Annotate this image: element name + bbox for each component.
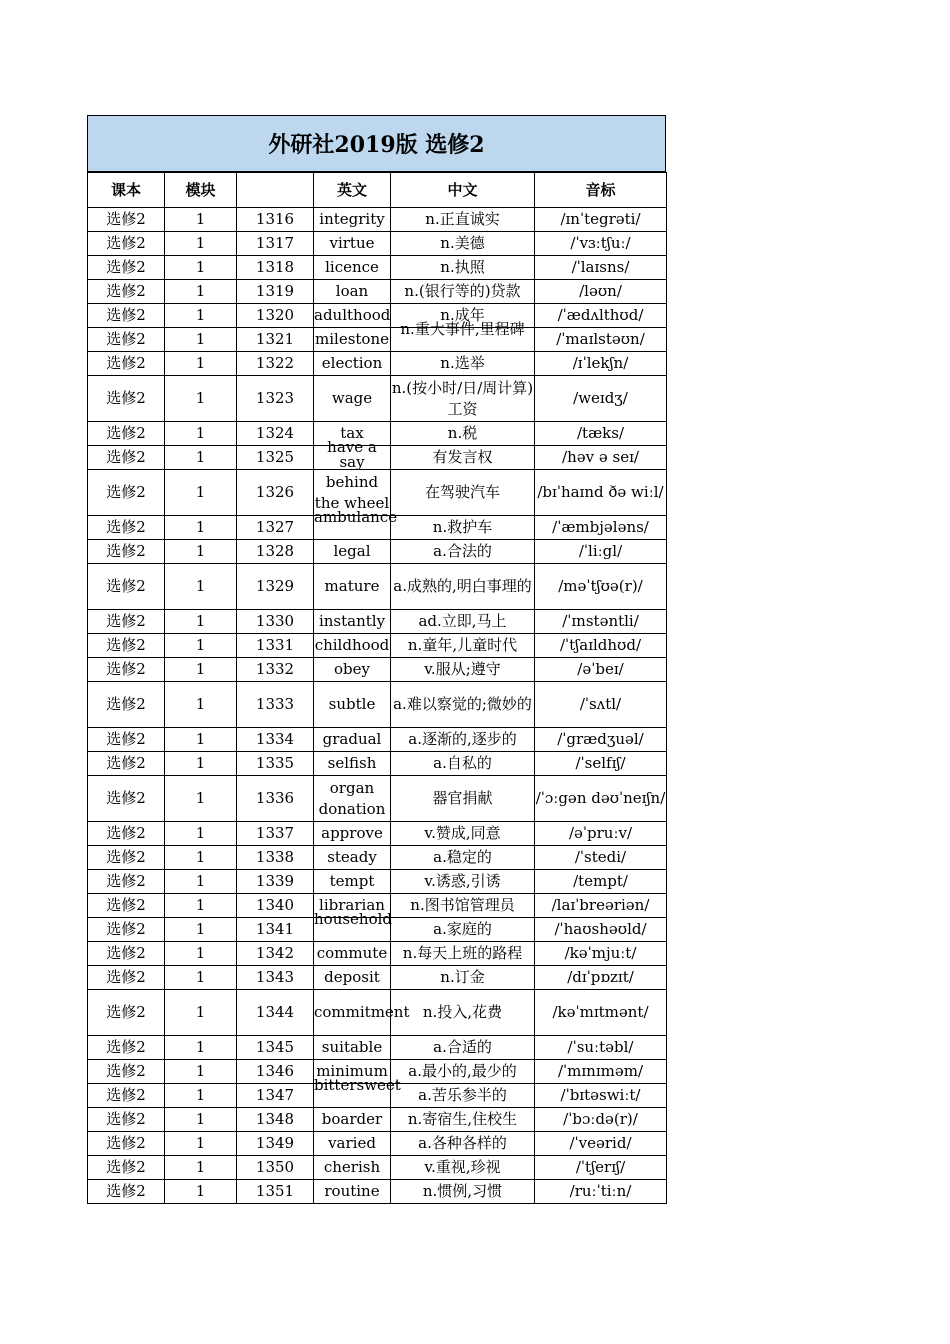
table-row (88, 304, 667, 328)
cell-english: approve (314, 822, 391, 846)
cell-phonetic: /ˈmaɪlstəʊn/ (535, 328, 667, 352)
cell-chinese: n.寄宿生,住校生 (391, 1108, 535, 1132)
cell-number: 1341 (237, 918, 314, 942)
cell-number: 1327 (237, 516, 314, 540)
cell-phonetic: /ˈbɪtəswiːt/ (535, 1084, 667, 1108)
cell-book: 选修2 (88, 658, 165, 682)
cell-number: 1347 (237, 1084, 314, 1108)
cell-chinese: a.逐渐的,逐步的 (391, 728, 535, 752)
cell-english: gradual (314, 728, 391, 752)
header-row (88, 173, 667, 208)
cell-module: 1 (165, 564, 237, 610)
cell-book: 选修2 (88, 280, 165, 304)
cell-module: 1 (165, 352, 237, 376)
cell-english: election (314, 352, 391, 376)
cell-module: 1 (165, 846, 237, 870)
cell-book: 选修2 (88, 966, 165, 990)
cell-module: 1 (165, 658, 237, 682)
cell-number: 1350 (237, 1156, 314, 1180)
cell-chinese: ad.立即,马上 (391, 610, 535, 634)
cell-module: 1 (165, 1060, 237, 1084)
cell-chinese: a.稳定的 (391, 846, 535, 870)
cell-book: 选修2 (88, 846, 165, 870)
cell-module: 1 (165, 232, 237, 256)
cell-chinese: n.童年,儿童时代 (391, 634, 535, 658)
cell-phonetic: /ˈmɪnɪməm/ (535, 1060, 667, 1084)
cell-chinese: a.合适的 (391, 1036, 535, 1060)
header-module: 模块 (165, 173, 237, 208)
cell-book: 选修2 (88, 1180, 165, 1204)
table-row (88, 232, 667, 256)
cell-book: 选修2 (88, 328, 165, 352)
cell-book: 选修2 (88, 564, 165, 610)
table-row (88, 376, 667, 422)
cell-chinese: a.苦乐参半的 (391, 1084, 535, 1108)
cell-chinese: a.最小的,最少的 (391, 1060, 535, 1084)
cell-module: 1 (165, 752, 237, 776)
cell-module: 1 (165, 918, 237, 942)
table-row (88, 822, 667, 846)
cell-book: 选修2 (88, 540, 165, 564)
cell-phonetic: /laɪˈbreəriən/ (535, 894, 667, 918)
cell-chinese: n.订金 (391, 966, 535, 990)
cell-english: routine (314, 1180, 391, 1204)
cell-module: 1 (165, 822, 237, 846)
cell-module: 1 (165, 376, 237, 422)
cell-phonetic: /tæks/ (535, 422, 667, 446)
table-row (88, 1084, 667, 1108)
cell-chinese: v.重视,珍视 (391, 1156, 535, 1180)
cell-book: 选修2 (88, 942, 165, 966)
cell-book: 选修2 (88, 728, 165, 752)
table-row (88, 352, 667, 376)
cell-english: commute (314, 942, 391, 966)
cell-number: 1338 (237, 846, 314, 870)
cell-chinese: v.服从;遵守 (391, 658, 535, 682)
cell-english: obey (314, 658, 391, 682)
cell-english: tax (314, 422, 391, 446)
cell-module: 1 (165, 256, 237, 280)
table-row (88, 658, 667, 682)
cell-module: 1 (165, 422, 237, 446)
cell-english: integrity (314, 208, 391, 232)
cell-chinese: n.(按小时/日/周计算)工资 (391, 376, 535, 422)
table-row (88, 540, 667, 564)
cell-chinese: n.惯例,习惯 (391, 1180, 535, 1204)
cell-phonetic: /ˈtʃerɪʃ/ (535, 1156, 667, 1180)
cell-phonetic: /ləʊn/ (535, 280, 667, 304)
cell-phonetic: /ˈgrædʒuəl/ (535, 728, 667, 752)
table-row (88, 516, 667, 540)
cell-chinese: n.投入,花费 (391, 990, 535, 1036)
vocabulary-sheet (87, 115, 666, 1204)
cell-english: steady (314, 846, 391, 870)
cell-english: cherish (314, 1156, 391, 1180)
cell-number: 1340 (237, 894, 314, 918)
cell-module: 1 (165, 1108, 237, 1132)
cell-book: 选修2 (88, 256, 165, 280)
cell-chinese: n.美德 (391, 232, 535, 256)
cell-phonetic: /ɪnˈtegrəti/ (535, 208, 667, 232)
cell-module: 1 (165, 446, 237, 470)
cell-chinese: a.家庭的 (391, 918, 535, 942)
cell-chinese: 器官捐献 (391, 776, 535, 822)
header-book: 课本 (88, 173, 165, 208)
cell-number: 1334 (237, 728, 314, 752)
cell-chinese: a.各种各样的 (391, 1132, 535, 1156)
cell-phonetic: /məˈtʃʊə(r)/ (535, 564, 667, 610)
cell-module: 1 (165, 304, 237, 328)
cell-phonetic: /ˈstedi/ (535, 846, 667, 870)
cell-number: 1333 (237, 682, 314, 728)
cell-english: legal (314, 540, 391, 564)
table-row (88, 942, 667, 966)
cell-module: 1 (165, 776, 237, 822)
cell-phonetic: /kəˈmjuːt/ (535, 942, 667, 966)
cell-book: 选修2 (88, 352, 165, 376)
header-english: 英文 (314, 173, 391, 208)
cell-module: 1 (165, 540, 237, 564)
cell-english: selfish (314, 752, 391, 776)
cell-book: 选修2 (88, 376, 165, 422)
cell-english: wage (314, 376, 391, 422)
cell-number: 1351 (237, 1180, 314, 1204)
cell-number: 1343 (237, 966, 314, 990)
cell-module: 1 (165, 328, 237, 352)
cell-english (314, 438, 391, 471)
cell-phonetic: /ruːˈtiːn/ (535, 1180, 667, 1204)
cell-english: loan (314, 280, 391, 304)
cell-module: 1 (165, 1084, 237, 1108)
table-row (88, 1132, 667, 1156)
cell-book: 选修2 (88, 822, 165, 846)
cell-chinese: n.税 (391, 422, 535, 446)
cell-book: 选修2 (88, 208, 165, 232)
cell-phonetic: /dɪˈpɒzɪt/ (535, 966, 667, 990)
cell-module: 1 (165, 516, 237, 540)
cell-number: 1324 (237, 422, 314, 446)
cell-chinese: a.合法的 (391, 540, 535, 564)
cell-english: commitment (314, 990, 391, 1036)
cell-chinese-text: n.重大事件,里程碑 (400, 320, 525, 338)
table-row (88, 752, 667, 776)
cell-english: organ donation (314, 776, 391, 822)
cell-number: 1329 (237, 564, 314, 610)
cell-book: 选修2 (88, 232, 165, 256)
cell-book: 选修2 (88, 990, 165, 1036)
cell-english (314, 910, 393, 942)
cell-book: 选修2 (88, 776, 165, 822)
cell-book: 选修2 (88, 1108, 165, 1132)
cell-chinese: n.正直诚实 (391, 208, 535, 232)
cell-chinese: a.成熟的,明白事理的 (391, 564, 535, 610)
cell-english (314, 508, 398, 540)
cell-module: 1 (165, 470, 237, 516)
table-row (88, 256, 667, 280)
cell-chinese: 在驾驶汽车 (391, 470, 535, 516)
cell-english-text: have a say (327, 438, 377, 471)
cell-book: 选修2 (88, 682, 165, 728)
cell-english: mature (314, 564, 391, 610)
cell-english: minimum (314, 1060, 391, 1084)
table-row (88, 966, 667, 990)
cell-chinese: n.每天上班的路程 (391, 942, 535, 966)
cell-module: 1 (165, 634, 237, 658)
cell-chinese: 有发言权 (391, 446, 535, 470)
cell-english-text: bittersweet (314, 1076, 401, 1094)
cell-number: 1323 (237, 376, 314, 422)
cell-english-text: household (314, 910, 393, 928)
cell-book: 选修2 (88, 610, 165, 634)
cell-phonetic: /ˈɔːgən dəʊˈneɪʃn/ (535, 776, 667, 822)
cell-english: boarder (314, 1108, 391, 1132)
cell-number: 1349 (237, 1132, 314, 1156)
cell-module: 1 (165, 1036, 237, 1060)
cell-number: 1326 (237, 470, 314, 516)
cell-english-text: ambulance (314, 508, 398, 526)
cell-phonetic: /tempt/ (535, 870, 667, 894)
cell-number: 1344 (237, 990, 314, 1036)
cell-chinese: n.选举 (391, 352, 535, 376)
table-row (88, 918, 667, 942)
cell-book: 选修2 (88, 304, 165, 328)
table-row (88, 846, 667, 870)
cell-book: 选修2 (88, 422, 165, 446)
cell-phonetic: /həv ə seɪ/ (535, 446, 667, 470)
cell-english: licence (314, 256, 391, 280)
cell-number: 1332 (237, 658, 314, 682)
cell-english: varied (314, 1132, 391, 1156)
cell-chinese: n.(银行等的)贷款 (391, 280, 535, 304)
cell-number: 1342 (237, 942, 314, 966)
table-row (88, 870, 667, 894)
cell-english: deposit (314, 966, 391, 990)
cell-module: 1 (165, 894, 237, 918)
cell-book: 选修2 (88, 634, 165, 658)
table-row (88, 634, 667, 658)
header-phonetic: 音标 (535, 173, 667, 208)
table-row (88, 776, 667, 822)
cell-number: 1335 (237, 752, 314, 776)
cell-english: librarian (314, 894, 391, 918)
cell-chinese: n.成年 (391, 304, 535, 328)
cell-book: 选修2 (88, 752, 165, 776)
header-number (237, 173, 314, 208)
cell-phonetic: /ˈæmbjələns/ (535, 516, 667, 540)
cell-english: tempt (314, 870, 391, 894)
cell-module: 1 (165, 728, 237, 752)
cell-chinese (391, 320, 535, 352)
cell-phonetic: /kəˈmɪtmənt/ (535, 990, 667, 1036)
cell-module: 1 (165, 990, 237, 1036)
table-row (88, 990, 667, 1036)
cell-number: 1336 (237, 776, 314, 822)
table-row (88, 1036, 667, 1060)
cell-chinese: a.自私的 (391, 752, 535, 776)
cell-module: 1 (165, 1156, 237, 1180)
cell-phonetic: /ˈædʌlthʊd/ (535, 304, 667, 328)
table-row (88, 208, 667, 232)
cell-phonetic: /əˈbeɪ/ (535, 658, 667, 682)
cell-module: 1 (165, 208, 237, 232)
cell-book: 选修2 (88, 446, 165, 470)
cell-number: 1318 (237, 256, 314, 280)
cell-book: 选修2 (88, 918, 165, 942)
cell-number: 1328 (237, 540, 314, 564)
cell-english: instantly (314, 610, 391, 634)
cell-phonetic: /ˈsuːtəbl/ (535, 1036, 667, 1060)
cell-module: 1 (165, 870, 237, 894)
cell-book: 选修2 (88, 1060, 165, 1084)
cell-number: 1325 (237, 446, 314, 470)
cell-number: 1337 (237, 822, 314, 846)
cell-number: 1320 (237, 304, 314, 328)
sheet-title: 外研社2019版 选修2 (87, 115, 666, 172)
cell-english: milestone (314, 328, 391, 352)
cell-phonetic: /ˈlaɪsns/ (535, 256, 667, 280)
cell-book: 选修2 (88, 894, 165, 918)
cell-number: 1330 (237, 610, 314, 634)
cell-chinese: v.诱惑,引诱 (391, 870, 535, 894)
cell-book: 选修2 (88, 516, 165, 540)
cell-phonetic: /ˈveərid/ (535, 1132, 667, 1156)
cell-phonetic: /əˈpruːv/ (535, 822, 667, 846)
cell-phonetic: /ˈtʃaɪldhʊd/ (535, 634, 667, 658)
cell-phonetic: /ˈselfɪʃ/ (535, 752, 667, 776)
cell-chinese: n.图书馆管理员 (391, 894, 535, 918)
table-row (88, 1156, 667, 1180)
cell-english: behind the wheel (314, 470, 391, 516)
cell-module: 1 (165, 1132, 237, 1156)
cell-english (314, 1076, 401, 1108)
cell-book: 选修2 (88, 1084, 165, 1108)
table-row (88, 446, 667, 470)
cell-book: 选修2 (88, 1036, 165, 1060)
cell-book: 选修2 (88, 1156, 165, 1180)
cell-phonetic: /ˈbɔːdə(r)/ (535, 1108, 667, 1132)
table-row (88, 682, 667, 728)
cell-english: suitable (314, 1036, 391, 1060)
cell-book: 选修2 (88, 1132, 165, 1156)
table-row (88, 1108, 667, 1132)
table-row (88, 1180, 667, 1204)
cell-module: 1 (165, 682, 237, 728)
table-row (88, 280, 667, 304)
table-body (88, 208, 667, 1204)
header-chinese: 中文 (391, 173, 535, 208)
cell-chinese: v.赞成,同意 (391, 822, 535, 846)
table-row (88, 610, 667, 634)
cell-english: adulthood (314, 304, 391, 328)
cell-phonetic: /ˈvɜːtʃuː/ (535, 232, 667, 256)
cell-number: 1317 (237, 232, 314, 256)
cell-number: 1316 (237, 208, 314, 232)
vocabulary-table (87, 172, 667, 1204)
cell-module: 1 (165, 280, 237, 304)
table-row (88, 328, 667, 352)
cell-phonetic: /ˈhaʊshəʊld/ (535, 918, 667, 942)
cell-number: 1339 (237, 870, 314, 894)
cell-book: 选修2 (88, 470, 165, 516)
cell-number: 1348 (237, 1108, 314, 1132)
cell-chinese: n.救护车 (391, 516, 535, 540)
cell-phonetic: /bɪˈhaɪnd ðə wiːl/ (535, 470, 667, 516)
cell-number: 1345 (237, 1036, 314, 1060)
cell-module: 1 (165, 1180, 237, 1204)
cell-phonetic: /weɪdʒ/ (535, 376, 667, 422)
cell-english: subtle (314, 682, 391, 728)
cell-number: 1346 (237, 1060, 314, 1084)
cell-english: virtue (314, 232, 391, 256)
cell-english: childhood (314, 634, 391, 658)
cell-module: 1 (165, 966, 237, 990)
cell-module: 1 (165, 610, 237, 634)
cell-module: 1 (165, 942, 237, 966)
cell-number: 1319 (237, 280, 314, 304)
cell-phonetic: /ˈliːgl/ (535, 540, 667, 564)
cell-phonetic: /ˈsʌtl/ (535, 682, 667, 728)
cell-number: 1321 (237, 328, 314, 352)
cell-chinese: n.执照 (391, 256, 535, 280)
table-row (88, 728, 667, 752)
cell-phonetic: /ɪˈlekʃn/ (535, 352, 667, 376)
cell-book: 选修2 (88, 870, 165, 894)
cell-chinese: a.难以察觉的;微妙的 (391, 682, 535, 728)
cell-number: 1331 (237, 634, 314, 658)
cell-phonetic: /ˈɪnstəntli/ (535, 610, 667, 634)
table-row (88, 564, 667, 610)
cell-number: 1322 (237, 352, 314, 376)
